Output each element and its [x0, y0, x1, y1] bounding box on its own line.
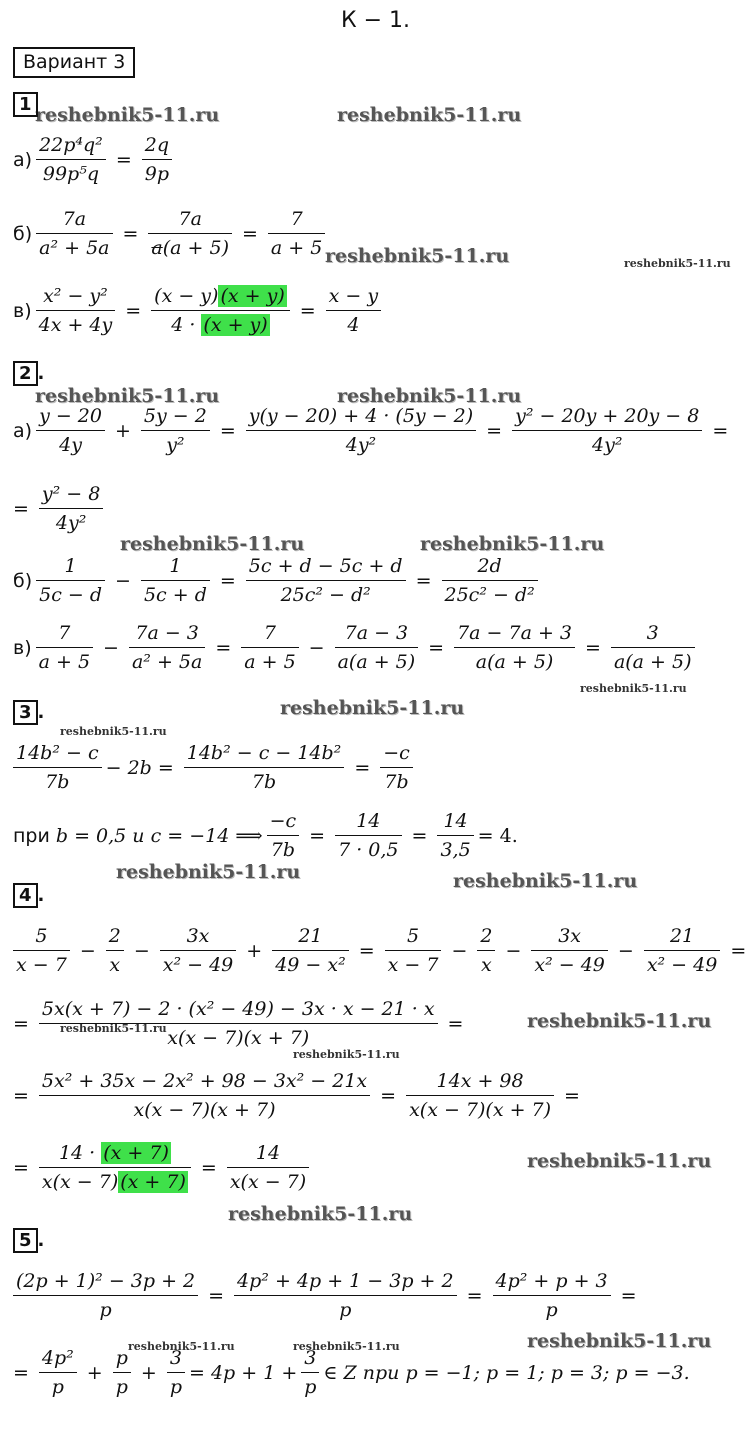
numerator: 22p⁴q² [39, 134, 103, 156]
watermark: reshebnik5-11.ru [128, 1340, 235, 1353]
variant-label: Вариант 3 [13, 47, 135, 78]
numerator: 5x(x + 7) − 2 · (x² − 49) − 3x · x − 21 · x [41, 998, 435, 1020]
denominator: p [234, 1295, 457, 1321]
task4-line4: = $\frac{14 \cdot (x + 7)}{x(x - 7) (x + 7)}$ = $\frac{14}{x(x - 7)}$ [13, 1142, 313, 1193]
denominator: 4 [326, 310, 381, 336]
numerator: 7 [58, 622, 71, 644]
denominator: 4y² [512, 430, 702, 456]
denominator: 5c − d [36, 580, 105, 606]
task-number: 5 . [13, 1230, 44, 1251]
numerator: 1 [64, 555, 77, 577]
watermark: reshebnik5-11.ru [337, 104, 522, 126]
term: = 4p + 1 + [188, 1361, 298, 1384]
numerator: 2d [477, 555, 502, 577]
denominator: 25c² − d² [442, 580, 538, 606]
watermark: reshebnik5-11.ru [527, 1150, 712, 1172]
numerator: 7a − 3 [344, 622, 409, 644]
task2-b: б) $\frac{1}{5c - d}$ − $\frac{1}{5c + d}$ = $\frac{5c + d - 5c + d}{\text{25c² − d²}}$ = $\frac{2d}{\text{25c² − d²}}$ [13, 555, 542, 606]
denominator: a² + 5a [36, 233, 112, 259]
cancelled-factor: a [151, 237, 163, 259]
watermark: reshebnik5-11.ru [624, 257, 731, 270]
task-number: 1 [13, 94, 38, 115]
numerator: 14 [443, 810, 468, 832]
denominator: p [493, 1295, 611, 1321]
denominator: 7 · 0,5 [335, 835, 401, 861]
denominator: a² + 5a [129, 647, 205, 673]
denominator: p [13, 1295, 198, 1321]
watermark: reshebnik5-11.ru [527, 1330, 712, 1352]
task2-a-cont: = $\frac{\text{y² − 8}}{\text{4y²}}$ [13, 483, 107, 534]
watermark: reshebnik5-11.ru [120, 533, 305, 555]
task2-a: а) $\frac{y - 20}{4y}$ + $\frac{5y - 2}{\text{y²}}$ = $\frac{y(y - 20) + 4 \cdot (5y - 2)}{\text{4y²}}$ = $\frac{\text{y² − 20y + 20y − 8}}{\text{4y²}}$ = [13, 405, 729, 456]
numerator: y − 20 [39, 405, 102, 427]
term: − 2b [105, 756, 152, 779]
denominator: x [477, 950, 495, 976]
denominator: 7b [380, 767, 413, 793]
numerator: 7 [290, 208, 303, 230]
condition-word: при [13, 824, 50, 847]
denominator: a + 5 [268, 233, 325, 259]
numerator: 14 [356, 810, 381, 832]
watermark: reshebnik5-11.ru [280, 697, 465, 719]
denominator: 7b [267, 835, 300, 861]
numerator: (x − y) [154, 285, 219, 307]
denominator: x² − 49 [531, 950, 608, 976]
item-label: б) [13, 222, 33, 245]
numerator: −c [383, 742, 410, 764]
task5-line1: $\frac{\text{(2p + 1)² − 3p + 2}}{p}$ = $\frac{\text{4p² + 4p + 1 − 3p + 2}}{p}$ = $\frac{\text{4p² + p + 3}}{p}$ = [13, 1270, 643, 1321]
numerator: 14 [255, 1142, 281, 1164]
denominator: p [39, 1372, 77, 1398]
watermark: reshebnik5-11.ru [35, 104, 220, 126]
numerator: 14x + 98 [436, 1070, 524, 1092]
denominator: p [167, 1372, 185, 1398]
denominator: x(x − 7) [41, 1171, 119, 1193]
watermark: reshebnik5-11.ru [580, 682, 687, 695]
numerator: p [115, 1347, 128, 1369]
numerator: 2q [144, 134, 169, 156]
task3-eval: при b = 0,5 и c = −14 ⟹ $\frac{-c}{7b}$ = $\frac{14}{7 \cdot 0,5}$ = $\frac{14}{3,5}$ = 4. [13, 810, 518, 861]
task1-a: а) $\frac{\text{22p⁴q²}}{\text{99p⁵q}}$ = $\frac{2q}{9p}$ [13, 134, 176, 185]
denominator: 9p [142, 159, 172, 185]
item-label: а) [13, 419, 33, 442]
numerator: 2 [108, 925, 121, 947]
numerator: 3 [169, 1347, 182, 1369]
numerator: 4p² + 4p + 1 − 3p + 2 [237, 1270, 454, 1292]
numerator: 7a [62, 208, 87, 230]
watermark: reshebnik5-11.ru [60, 725, 167, 738]
denominator: 4y [36, 430, 105, 456]
denominator: a(a + 5) [335, 647, 419, 673]
numerator: 4p² [41, 1347, 74, 1369]
watermark: reshebnik5-11.ru [228, 1203, 413, 1225]
numerator: 14b² − c [16, 742, 99, 764]
numerator: 7 [263, 622, 276, 644]
denominator: p [301, 1372, 319, 1398]
numerator: (2p + 1)² − 3p + 2 [16, 1270, 196, 1292]
denominator: 3,5 [437, 835, 473, 861]
numerator: 7a − 7a + 3 [457, 622, 573, 644]
numerator: 5 [35, 925, 48, 947]
denominator: 7b [184, 767, 345, 793]
numerator: y² − 8 [41, 483, 101, 505]
numerator: x² − y² [43, 285, 108, 307]
task-number: 3 . [13, 702, 44, 723]
numerator: 3 [304, 1347, 317, 1369]
watermark: reshebnik5-11.ru [35, 385, 220, 407]
denominator: a + 5 [36, 647, 93, 673]
task4-line2: = $\frac{\text{5x(x + 7) − 2 · (x² − 49) − 3x · x − 21 · x}}{x(x - 7)(x + 7)}$ = [13, 998, 464, 1049]
highlighted-factor: (x + y) [220, 285, 285, 307]
numerator: 14b² − c − 14b² [186, 742, 342, 764]
numerator: 5c + d − 5c + d [248, 555, 403, 577]
denominator: a(a + 5) [611, 647, 695, 673]
numerator: 7a − 3 [135, 622, 199, 644]
denominator: x [106, 950, 124, 976]
task-number: 2 . [13, 363, 44, 384]
watermark: reshebnik5-11.ru [293, 1340, 400, 1353]
denominator: x(x − 7) [227, 1167, 309, 1193]
denominator: p [113, 1372, 131, 1398]
watermark: reshebnik5-11.ru [60, 1022, 167, 1035]
denominator: 25c² − d² [246, 580, 406, 606]
watermark: reshebnik5-11.ru [116, 861, 301, 883]
denominator: x² − 49 [644, 950, 721, 976]
denominator: 5c + d [141, 580, 210, 606]
numerator: y(y − 20) + 4 · (5y − 2) [248, 405, 474, 427]
numerator: 2 [480, 925, 493, 947]
item-label: б) [13, 569, 33, 592]
numerator: y² − 20y + 20y − 8 [515, 405, 700, 427]
denominator: x − 7 [13, 950, 70, 976]
numerator: 7a [178, 208, 202, 230]
denominator: a + 5 [241, 647, 298, 673]
highlighted-factor: (x + 7) [103, 1142, 169, 1164]
denominator: 7b [13, 767, 102, 793]
task2-v: в) $\frac{7}{a + 5}$ − $\frac{7a - 3}{\text{a² + 5a}}$ = $\frac{7}{a + 5}$ − $\frac{7a - 3}{a(a + 5)}$ = $\frac{7a - 7a + 3}{a(a + 5)}$ = $\frac{3}{a(a + 5)}$ [13, 622, 699, 673]
task1-v: в) $\frac{\text{x² − y²}}{4x + 4y}$ = $\frac{(x - y) (x + y)}{4 \cdot (x + y)}$ = $\frac{x - y}{4}$ [13, 285, 385, 336]
watermark: reshebnik5-11.ru [337, 385, 522, 407]
task3-expr: $\frac{\text{14b² − c}}{7b}$ − 2b = $\frac{\text{14b² − c − 14b²}}{7b}$ = $\frac{-c}{7b}$ [13, 742, 417, 793]
denominator: x(x − 7)(x + 7) [39, 1095, 370, 1121]
numerator: 1 [169, 555, 182, 577]
task-number: 4 . [13, 885, 44, 906]
numerator: 3x [186, 925, 210, 947]
item-label: а) [13, 148, 33, 171]
page-title: К − 1. [340, 8, 411, 33]
task4-line1: $\frac{5}{x - 7}$ − $\frac{2}{x}$ − $\frac{3x}{\text{x² − 49}}$ + $\frac{21}{\text{49 − x²}}$ = $\frac{5}{x - 7}$ − $\frac{2}{x}$ − $\frac{3x}{\text{x² − 49}}$ − $\frac{21}{\text{x² − 49}}$ = [13, 925, 751, 976]
numerator: 21 [298, 925, 323, 947]
result: = 4. [477, 824, 518, 847]
denominator: x(x − 7)(x + 7) [39, 1023, 438, 1049]
denominator: 49 − x² [272, 950, 349, 976]
highlighted-factor: (x + 7) [120, 1171, 186, 1193]
numerator: x − y [328, 285, 379, 307]
task5-line2: = $\frac{\text{4p²}}{p}$ + $\frac{p}{p}$ + $\frac{3}{p}$ = 4p + 1 + $\frac{3}{p}$ ∈ Z при p = −1; p = 1; p = 3; p = −3. [13, 1347, 690, 1398]
denominator: x² − 49 [160, 950, 237, 976]
item-label: в) [13, 299, 32, 322]
task4-line3: = $\frac{\text{5x² + 35x − 2x² + 98 − 3x² − 21x}}{x(x - 7)(x + 7)}$ = $\frac{14x + 98}{x(x - 7)(x + 7)}$ = [13, 1070, 580, 1121]
denominator: 4y² [246, 430, 476, 456]
denominator: 4y² [39, 508, 103, 534]
numerator: 21 [669, 925, 695, 947]
denominator: 4 · [171, 314, 202, 336]
numerator: 5y − 2 [143, 405, 207, 427]
numerator: 4p² + p + 3 [495, 1270, 608, 1292]
denominator: (a + 5) [162, 237, 229, 259]
numerator: 14 · [58, 1142, 102, 1164]
denominator: 99p⁵q [36, 159, 106, 185]
watermark: reshebnik5-11.ru [453, 870, 638, 892]
highlighted-factor: (x + y) [203, 314, 268, 336]
item-label: в) [13, 636, 32, 659]
numerator: 3 [646, 622, 659, 644]
watermark: reshebnik5-11.ru [325, 245, 510, 267]
denominator: y² [141, 430, 210, 456]
task1-b: б) $\frac{7a}{\text{a² + 5a}}$ = $\frac{7a}{a(a + 5)}$ = $\frac{7}{a + 5}$ [13, 208, 329, 259]
numerator: 3x [558, 925, 582, 947]
denominator: 4x + 4y [36, 310, 116, 336]
condition: b = 0,5 и c = −14 ⟹ [55, 824, 263, 847]
watermark: reshebnik5-11.ru [420, 533, 605, 555]
watermark: reshebnik5-11.ru [293, 1048, 400, 1061]
denominator: a(a + 5) [454, 647, 575, 673]
denominator: x(x − 7)(x + 7) [406, 1095, 554, 1121]
numerator: 5x² + 35x − 2x² + 98 − 3x² − 21x [41, 1070, 368, 1092]
answer-condition: ∈ Z при p = −1; p = 1; p = 3; p = −3. [323, 1361, 690, 1384]
numerator: 5 [406, 925, 420, 947]
denominator: x − 7 [385, 950, 442, 976]
numerator: −c [269, 810, 297, 832]
watermark: reshebnik5-11.ru [527, 1010, 712, 1032]
